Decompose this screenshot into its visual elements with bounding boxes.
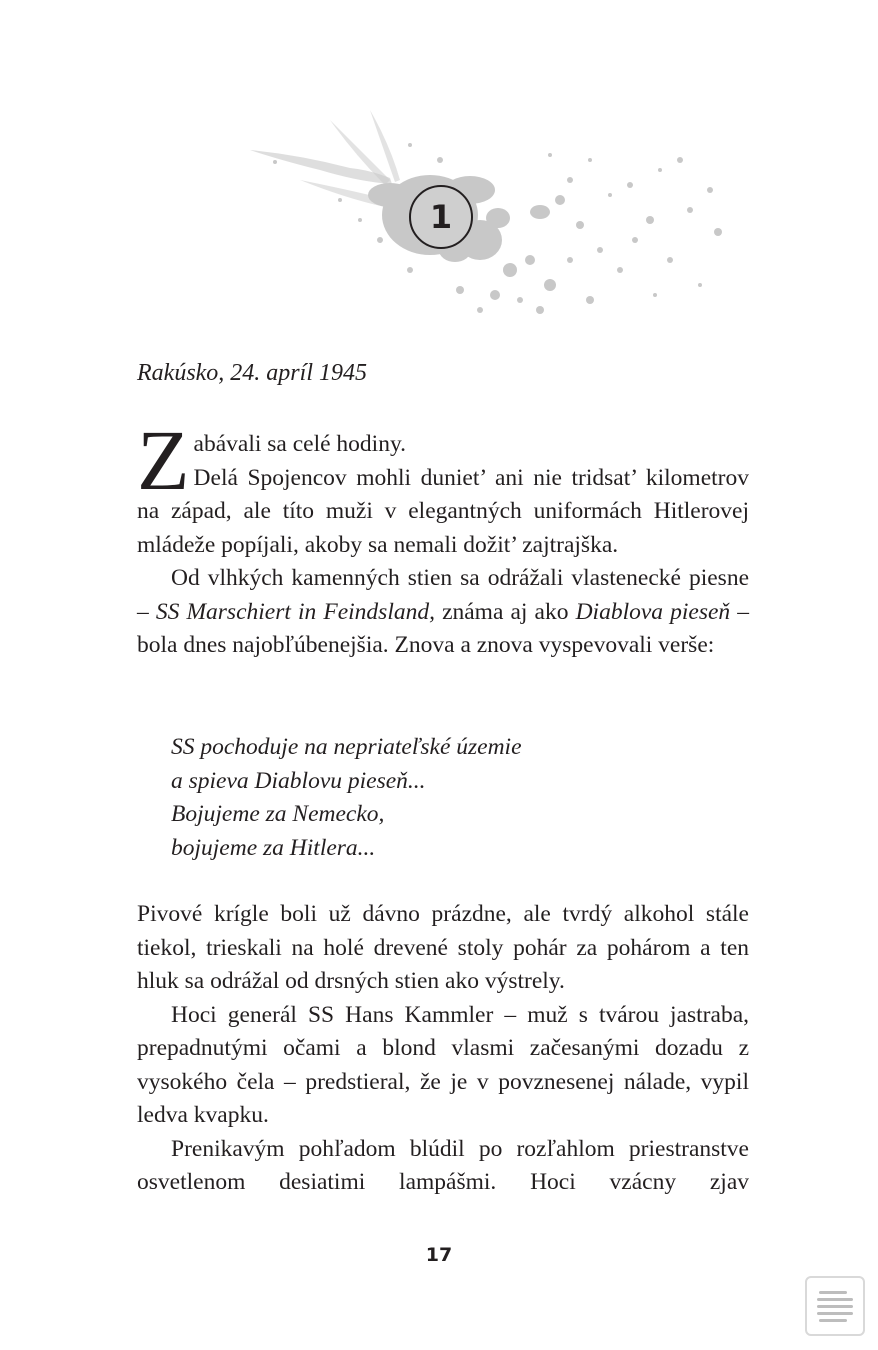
body-text-bottom	[137, 898, 749, 1200]
drop-cap: Z	[137, 412, 190, 508]
chapter-number-badge	[409, 185, 473, 249]
song-title: SS Marschiert in Feindsland,	[155, 598, 435, 625]
dateline: Rakúsko, 24. apríl 1945	[137, 360, 367, 386]
verse-line: a spieva Diablovu pieseň...	[171, 767, 426, 794]
menu-lines-icon	[815, 1289, 855, 1323]
song-title: Diablova pieseň	[575, 598, 731, 625]
paragraph: Hoci generál SS Hans Kammler – muž s tvárou jastraba, prepadnutými očami a blond vlasmi začesanými dozadu z vysokého čela – predstieral, že je v povznesenej nálade, vypil ledva kvapku.	[137, 1001, 749, 1128]
paragraph: Prenikavým pohľadom blúdil po rozľahlom priestranstve osvetlenom desiatimi lampášmi. Hoci vzácny zjav	[137, 1135, 749, 1195]
page-number: 17	[425, 1244, 453, 1266]
verse-line: SS pochoduje na nepriateľské územie	[171, 734, 522, 760]
body-text-top	[137, 412, 750, 663]
paragraph: Pivové krígle boli už dávno prázdne, ale tvrdý alkohol stále tiekol, trieskali na holé drevené stoly pohár za pohárom a ten hluk sa odrážal od drsných stien ako výstrely.	[137, 901, 749, 994]
menu-button[interactable]	[805, 1276, 865, 1336]
paragraph-text: známa aj ako	[434, 598, 576, 625]
verse-block	[171, 731, 522, 865]
paragraph-text: Od vlhkých kamenných stien sa odrážali vlastenecké piesne –	[137, 565, 749, 625]
chapter-number: 1	[429, 198, 453, 236]
paragraph-opening	[137, 412, 749, 508]
paragraph-text: – bola dnes najobľúbenejšia. Znova a znova vyspevovali verše:	[137, 598, 750, 658]
paragraph	[137, 562, 749, 663]
verse-line: Bojujeme za Nemecko,	[171, 801, 385, 827]
paragraph: Delá Spojencov mohli duniet’ ani nie tridsat’ kilometrov na západ, ale títo muži v elegantných uniformách Hitlerovej mládeže popíjali, akoby sa nemali dožit’ zajtrajška.	[137, 464, 749, 558]
ink-splatter-ornament	[240, 100, 740, 340]
verse-line: bojujeme za Hitlera...	[171, 834, 376, 861]
opening-text: abávali sa celé hodiny.	[193, 431, 407, 457]
